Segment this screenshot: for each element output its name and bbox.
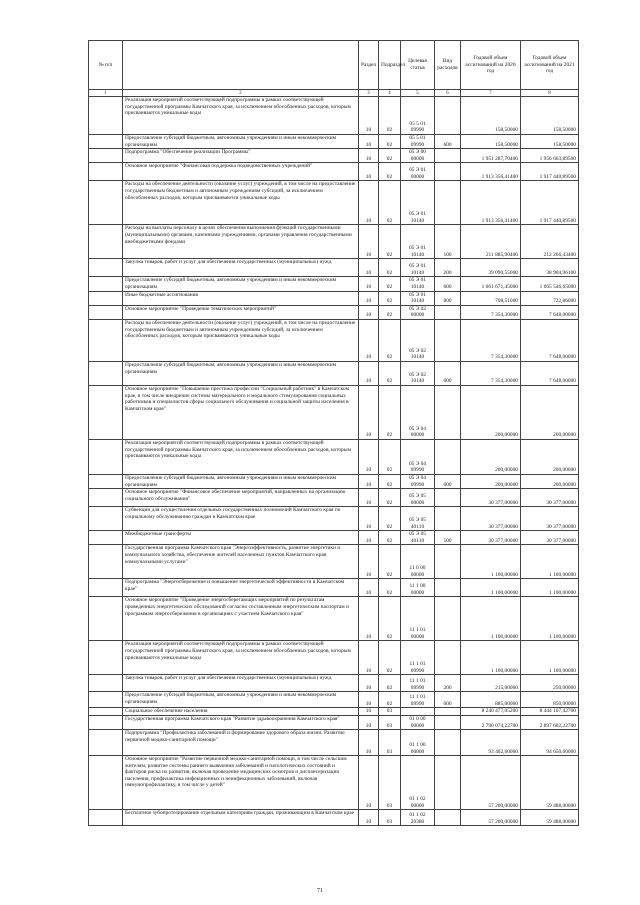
row-2021-cell: 250,00000 xyxy=(521,675,579,692)
row-2021-cell: 200,00000 xyxy=(521,474,579,488)
row-subsection-cell: 03 xyxy=(379,730,401,756)
row-section-cell: 10 xyxy=(359,756,379,810)
row-subsection-cell: 02 xyxy=(379,135,401,149)
row-2020-cell: 30 377,00000 xyxy=(461,489,521,507)
table-row xyxy=(89,531,579,545)
row-section-cell: 10 xyxy=(359,489,379,507)
row-2020-cell: 215,00000 xyxy=(461,675,521,692)
budget-table xyxy=(88,40,579,826)
row-subsection-cell: 02 xyxy=(379,579,401,597)
row-2021-cell: 8 444 107,42700 xyxy=(521,708,579,716)
table-row xyxy=(89,756,579,810)
row-num-cell xyxy=(89,291,123,305)
row-2020-cell: 158,50000 xyxy=(461,97,521,135)
row-2021-cell: 1 100,00000 xyxy=(521,641,579,675)
row-subsection-cell: 02 xyxy=(379,319,401,361)
row-expense-cell: 600 xyxy=(435,474,461,488)
row-target-cell: 05 Э 05 40110 xyxy=(401,531,435,545)
row-subsection-cell: 02 xyxy=(379,97,401,135)
row-section-cell: 10 xyxy=(359,259,379,277)
row-expense-cell xyxy=(435,385,461,439)
row-section-cell: 10 xyxy=(359,579,379,597)
row-target-cell: 05 Э 01 10140 xyxy=(401,259,435,277)
row-num-cell xyxy=(89,181,123,225)
row-2020-cell: 200,00000 xyxy=(461,385,521,439)
table-header-row xyxy=(89,41,579,90)
row-2021-cell: 38 904,96100 xyxy=(521,259,579,277)
row-subsection-cell: 02 xyxy=(379,225,401,259)
row-2020-cell: 1 100,00000 xyxy=(461,597,521,641)
column-number: 1 xyxy=(89,90,123,97)
row-2021-cell: 200,00000 xyxy=(521,385,579,439)
row-name-cell: Расходы на выплаты персоналу в целях обеспечения выполнения функций государственными (муниципальными) органами, казенными учреждениями, органами управления государственными внебюджетными фондами xyxy=(123,225,359,259)
row-2021-cell: 7 648,00000 xyxy=(521,319,579,361)
row-subsection-cell: 02 xyxy=(379,163,401,181)
row-subsection-cell: 02 xyxy=(379,259,401,277)
header-2021: Годовой объем ассигнований на 2021 год xyxy=(521,41,579,90)
row-expense-cell xyxy=(435,97,461,135)
row-subsection-cell: 02 xyxy=(379,277,401,291)
row-2020-cell: 30 377,00000 xyxy=(461,507,521,531)
row-2021-cell: 1 100,00000 xyxy=(521,579,579,597)
row-expense-cell xyxy=(435,439,461,474)
row-expense-cell xyxy=(435,579,461,597)
row-2021-cell: 200,00000 xyxy=(521,439,579,474)
row-target-cell: 05 Э 02 10140 xyxy=(401,319,435,361)
row-target-cell: 05 Э 04 09990 xyxy=(401,474,435,488)
row-num-cell xyxy=(89,531,123,545)
row-expense-cell xyxy=(435,715,461,729)
row-section-cell: 10 xyxy=(359,708,379,716)
row-2020-cell: 211 885,90400 xyxy=(461,225,521,259)
row-2020-cell: 57 200,00000 xyxy=(461,810,521,826)
row-2021-cell: 212 266,43400 xyxy=(521,225,579,259)
row-section-cell: 10 xyxy=(359,361,379,385)
row-name-cell: Реализация мероприятий соответствующей подпрограммы в рамках соответствующей государственной программы Камчатского края, за исключением обособленных расходов, которым присваиваются уникальные коды xyxy=(123,641,359,675)
table-row xyxy=(89,641,579,675)
row-expense-cell: 600 xyxy=(435,135,461,149)
row-num-cell xyxy=(89,439,123,474)
row-name-cell: Бесплатное зубопротезирование отдельным категориям граждан, проживающим в Камчатском крае xyxy=(123,810,359,826)
row-target-cell: 05 Э 05 00000 xyxy=(401,489,435,507)
table-row xyxy=(89,361,579,385)
row-name-cell: Субвенции для осуществления отдельных государственных полномочий Камчатского края по социальному обслуживанию граждан в Камчатском крае xyxy=(123,507,359,531)
column-number: 6 xyxy=(435,90,461,97)
row-name-cell: Основное мероприятие "Финансовая поддержка подведомственных учреждений" xyxy=(123,163,359,181)
table-row xyxy=(89,385,579,439)
row-section-cell: 10 xyxy=(359,277,379,291)
row-name-cell: Государственная программа Камчатского края "Энергоэффективность, развитие энергетики и коммунального хозяйства, обеспечение жителей населенных пунктов Камчатского края коммунальными услугами" xyxy=(123,545,359,579)
row-target-cell: 05 Э 01 10140 xyxy=(401,225,435,259)
row-name-cell: Закупка товаров, работ и услуг для обеспечения государственных (муниципальных) нужд xyxy=(123,675,359,692)
row-num-cell xyxy=(89,597,123,641)
row-section-cell: 10 xyxy=(359,135,379,149)
row-section-cell: 10 xyxy=(359,291,379,305)
row-num-cell xyxy=(89,97,123,135)
row-subsection-cell: 02 xyxy=(379,291,401,305)
row-name-cell: Реализация мероприятий соответствующей подпрограммы в рамках соответствующей государственной программы Камчатского края, за исключением обособленных расходов, которым присваиваются уникальные коды xyxy=(123,439,359,474)
row-num-cell xyxy=(89,277,123,291)
header-target: Целевая статья xyxy=(401,41,435,90)
row-section-cell: 10 xyxy=(359,439,379,474)
header-2020: Годовой объем ассигнований на 2020 год xyxy=(461,41,521,90)
table-row xyxy=(89,181,579,225)
row-2021-cell: 7 648,00000 xyxy=(521,361,579,385)
row-target-cell: 11 1 01 09990 xyxy=(401,692,435,708)
row-num-cell xyxy=(89,545,123,579)
row-num-cell xyxy=(89,489,123,507)
row-section-cell: 10 xyxy=(359,163,379,181)
row-num-cell xyxy=(89,756,123,810)
header-subsection: Подраздел xyxy=(379,41,401,90)
row-subsection-cell: 02 xyxy=(379,692,401,708)
row-2020-cell: 1 661 671,45000 xyxy=(461,277,521,291)
row-section-cell: 10 xyxy=(359,675,379,692)
row-target-cell: 11 1 01 09990 xyxy=(401,641,435,675)
header-name xyxy=(123,41,359,90)
table-row xyxy=(89,163,579,181)
row-2021-cell: 1 100,00000 xyxy=(521,597,579,641)
row-expense-cell: 100 xyxy=(435,225,461,259)
row-num-cell xyxy=(89,579,123,597)
row-2021-cell: 722,86000 xyxy=(521,291,579,305)
row-target-cell: 11 0 00 00000 xyxy=(401,545,435,579)
row-target-cell: 11 1 00 00000 xyxy=(401,579,435,597)
row-subsection-cell: 02 xyxy=(379,489,401,507)
row-section-cell: 10 xyxy=(359,474,379,488)
row-target-cell: 01 0 00 00000 xyxy=(401,715,435,729)
row-expense-cell xyxy=(435,641,461,675)
row-2020-cell: 1 951 287,70400 xyxy=(461,149,521,163)
budget-sheet xyxy=(88,40,578,826)
row-section-cell: 10 xyxy=(359,641,379,675)
row-name-cell: Подпрограмма "Энергосбережение и повышение энергетической эффективности в Камчатском крае" xyxy=(123,579,359,597)
row-num-cell xyxy=(89,305,123,319)
row-2021-cell: 59 488,00000 xyxy=(521,810,579,826)
row-name-cell: Подпрограмма "Профилактика заболеваний и формирование здорового образа жизни. Развитие первичной медико-санитарной помощи" xyxy=(123,730,359,756)
row-section-cell: 10 xyxy=(359,225,379,259)
row-expense-cell: 200 xyxy=(435,675,461,692)
row-section-cell: 10 xyxy=(359,597,379,641)
row-2020-cell: 93 402,60000 xyxy=(461,730,521,756)
row-target-cell: 05 Э 04 09990 xyxy=(401,439,435,474)
row-2021-cell: 30 377,00000 xyxy=(521,507,579,531)
row-subsection-cell: 02 xyxy=(379,439,401,474)
row-subsection-cell: 02 xyxy=(379,181,401,225)
row-name-cell: Предоставление субсидий бюджетным, автономным учреждениям и иным некоммерческим организациям xyxy=(123,474,359,488)
row-2020-cell: 200,00000 xyxy=(461,474,521,488)
row-expense-cell: 800 xyxy=(435,291,461,305)
row-subsection-cell: 03 xyxy=(379,715,401,729)
row-target-cell: 01 1 02 00000 xyxy=(401,756,435,810)
row-subsection-cell: 02 xyxy=(379,385,401,439)
row-expense-cell xyxy=(435,545,461,579)
row-expense-cell xyxy=(435,305,461,319)
header-expense: Вид расходов xyxy=(435,41,461,90)
row-target-cell: 01 1 00 00000 xyxy=(401,730,435,756)
table-row xyxy=(89,708,579,716)
row-subsection-cell: 03 xyxy=(379,708,401,716)
row-num-cell xyxy=(89,641,123,675)
row-2021-cell: 1 917 440,89500 xyxy=(521,181,579,225)
table-row xyxy=(89,149,579,163)
row-2020-cell: 57 200,00000 xyxy=(461,756,521,810)
row-subsection-cell: 02 xyxy=(379,361,401,385)
table-row xyxy=(89,579,579,597)
row-2021-cell: 158,50000 xyxy=(521,97,579,135)
table-row xyxy=(89,97,579,135)
row-name-cell: Расходы на обеспечение деятельности (оказание услуг) учреждений, в том числе на предоставление государственным бюджетным и автономным учреждениям субсидий, за исключением обособленных расходов, которым присваиваются уникальные коды xyxy=(123,319,359,361)
table-row xyxy=(89,715,579,729)
row-2020-cell: 885,00000 xyxy=(461,692,521,708)
table-body xyxy=(89,97,579,826)
row-2020-cell: 39 090,55000 xyxy=(461,259,521,277)
row-name-cell: Иные бюджетные ассигнования xyxy=(123,291,359,305)
row-expense-cell: 200 xyxy=(435,259,461,277)
row-2020-cell: 1 913 356,41400 xyxy=(461,181,521,225)
table-row xyxy=(89,507,579,531)
row-2020-cell: 7 354,30000 xyxy=(461,319,521,361)
row-name-cell: Государственная программа Камчатского края "Развитие здравоохранения Камчатского края" xyxy=(123,715,359,729)
row-name-cell: Предоставление субсидий бюджетным, автономным учреждениям и иным некоммерческим организациям xyxy=(123,277,359,291)
table-row xyxy=(89,305,579,319)
row-subsection-cell: 02 xyxy=(379,305,401,319)
row-target-cell: 05 Э 02 10140 xyxy=(401,361,435,385)
row-name-cell: Основное мероприятие "Развитие первичной медико-санитарной помощи, в том числе сельским жителям, развитие системы раннего выявления заболеваний и патологических состояний и факторов риска их развития, включая проведение медицинских осмотров и диспансеризации населения, профилактика инфекционных и неинфекционных заболеваний, включая иммунопрофилактику, в том числе у детей" xyxy=(123,756,359,810)
row-2021-cell: 1 100,00000 xyxy=(521,545,579,579)
row-subsection-cell: 02 xyxy=(379,149,401,163)
row-name-cell: Основное мероприятие "Финансовое обеспечение мероприятий, направленных на организацию социального обслуживания" xyxy=(123,489,359,507)
row-2021-cell: 850,00000 xyxy=(521,692,579,708)
row-section-cell: 10 xyxy=(359,507,379,531)
row-name-cell: Закупка товаров, работ и услуг для обеспечения государственных (муниципальных) нужд xyxy=(123,259,359,277)
row-name-cell: Межбюджетные трансферты xyxy=(123,531,359,545)
table-row xyxy=(89,225,579,259)
table-row xyxy=(89,730,579,756)
row-target-cell xyxy=(401,708,435,716)
column-number: 8 xyxy=(521,90,579,97)
row-num-cell xyxy=(89,163,123,181)
row-expense-cell xyxy=(435,163,461,181)
row-target-cell: 11 1 01 09990 xyxy=(401,675,435,692)
row-num-cell xyxy=(89,708,123,716)
row-section-cell: 10 xyxy=(359,545,379,579)
row-subsection-cell: 02 xyxy=(379,507,401,531)
row-target-cell: 05 Э 00 00000 xyxy=(401,149,435,163)
row-2021-cell: 94 650,60000 xyxy=(521,730,579,756)
row-section-cell: 10 xyxy=(359,181,379,225)
row-target-cell: 05 Э 01 10140 xyxy=(401,291,435,305)
table-row xyxy=(89,489,579,507)
row-2021-cell: 30 377,00000 xyxy=(521,531,579,545)
column-number-row xyxy=(89,90,579,97)
row-num-cell xyxy=(89,715,123,729)
row-expense-cell: 500 xyxy=(435,531,461,545)
row-expense-cell xyxy=(435,507,461,531)
table-row xyxy=(89,135,579,149)
row-subsection-cell: 02 xyxy=(379,531,401,545)
row-section-cell: 10 xyxy=(359,531,379,545)
row-2020-cell: 708,51000 xyxy=(461,291,521,305)
column-number: 5 xyxy=(401,90,435,97)
row-num-cell xyxy=(89,675,123,692)
row-expense-cell xyxy=(435,756,461,810)
row-2021-cell: 30 377,00000 xyxy=(521,489,579,507)
row-target-cell: 05 Э 01 10140 xyxy=(401,277,435,291)
row-name-cell: Предоставление субсидий бюджетным, автономным учреждениям и иным некоммерческим организациям xyxy=(123,361,359,385)
row-subsection-cell: 03 xyxy=(379,756,401,810)
row-2020-cell: 1 100,00000 xyxy=(461,641,521,675)
row-expense-cell xyxy=(435,597,461,641)
row-num-cell xyxy=(89,730,123,756)
row-num-cell xyxy=(89,474,123,488)
row-2021-cell: 1 665 546,65000 xyxy=(521,277,579,291)
row-expense-cell: 600 xyxy=(435,692,461,708)
row-section-cell: 10 xyxy=(359,692,379,708)
row-section-cell: 10 xyxy=(359,97,379,135)
row-subsection-cell: 02 xyxy=(379,675,401,692)
row-expense-cell xyxy=(435,730,461,756)
table-row xyxy=(89,810,579,826)
row-expense-cell xyxy=(435,181,461,225)
header-section: Раздел xyxy=(359,41,379,90)
row-2021-cell: 1 956 663,89500 xyxy=(521,149,579,163)
row-subsection-cell: 02 xyxy=(379,545,401,579)
row-name-cell: Предоставление субсидий бюджетным, автономным учреждениям и иным некоммерческим организациям xyxy=(123,692,359,708)
row-expense-cell xyxy=(435,149,461,163)
row-num-cell xyxy=(89,692,123,708)
row-target-cell: 05 5 01 09990 xyxy=(401,97,435,135)
row-num-cell xyxy=(89,507,123,531)
row-2020-cell: 200,00000 xyxy=(461,439,521,474)
row-2020-cell: 7 354,30000 xyxy=(461,305,521,319)
table-row xyxy=(89,675,579,692)
row-section-cell: 10 xyxy=(359,715,379,729)
row-target-cell: 05 Э 05 40110 xyxy=(401,507,435,531)
row-name-cell: Реализация мероприятий соответствующей подпрограммы в рамках соответствующей государственной программы Камчатского края, за исключением обособленных расходов, которым присваиваются уникальные коды xyxy=(123,97,359,135)
row-expense-cell: 600 xyxy=(435,361,461,385)
row-num-cell xyxy=(89,149,123,163)
row-subsection-cell: 02 xyxy=(379,597,401,641)
row-2021-cell: 59 488,00000 xyxy=(521,756,579,810)
row-name-cell: Основное мероприятие "Проведение тематических мероприятий" xyxy=(123,305,359,319)
row-num-cell xyxy=(89,225,123,259)
row-2020-cell: 7 354,30000 xyxy=(461,361,521,385)
table-row xyxy=(89,259,579,277)
table-row xyxy=(89,692,579,708)
page-number: 71 xyxy=(317,888,323,894)
row-expense-cell xyxy=(435,319,461,361)
row-2020-cell: 1 100,00000 xyxy=(461,579,521,597)
row-section-cell: 10 xyxy=(359,730,379,756)
row-expense-cell xyxy=(435,810,461,826)
row-2020-cell: 8 240 477,05200 xyxy=(461,708,521,716)
row-num-cell xyxy=(89,385,123,439)
row-name-cell: Социальное обеспечение населения xyxy=(123,708,359,716)
column-number: 7 xyxy=(461,90,521,97)
table-row xyxy=(89,597,579,641)
row-num-cell xyxy=(89,135,123,149)
column-number: 4 xyxy=(379,90,401,97)
header-num: № п/п xyxy=(89,41,123,90)
row-expense-cell xyxy=(435,489,461,507)
row-subsection-cell: 02 xyxy=(379,641,401,675)
table-row xyxy=(89,277,579,291)
row-num-cell xyxy=(89,319,123,361)
row-2021-cell: 7 648,00000 xyxy=(521,305,579,319)
table-row xyxy=(89,439,579,474)
row-target-cell: 05 Э 02 00000 xyxy=(401,305,435,319)
row-section-cell: 10 xyxy=(359,385,379,439)
row-section-cell: 10 xyxy=(359,305,379,319)
row-expense-cell: 600 xyxy=(435,277,461,291)
row-name-cell: Подпрограмма "Обеспечение реализации Программы" xyxy=(123,149,359,163)
column-number: 2 xyxy=(123,90,359,97)
row-subsection-cell: 03 xyxy=(379,810,401,826)
row-2021-cell: 1 917 440,89500 xyxy=(521,163,579,181)
table-row xyxy=(89,319,579,361)
row-name-cell: Предоставление субсидий бюджетным, автономным учреждениям и иным некоммерческим организациям xyxy=(123,135,359,149)
table-row xyxy=(89,474,579,488)
row-2020-cell: 1 100,00000 xyxy=(461,545,521,579)
row-name-cell: Основное мероприятие "Повышение престижа профессии "Социальный работник" в Камчатском крае, в том числе внедрение системы материального и морального стимулирования социальных работников и специалистов сферы социального обслуживания и социальной защиты населения в Камчатском крае" xyxy=(123,385,359,439)
row-num-cell xyxy=(89,259,123,277)
row-2021-cell: 2 897 602,22700 xyxy=(521,715,579,729)
row-2020-cell: 1 913 356,41400 xyxy=(461,163,521,181)
column-number: 3 xyxy=(359,90,379,97)
row-2020-cell: 158,50000 xyxy=(461,135,521,149)
table-row xyxy=(89,545,579,579)
row-2020-cell: 2 790 074,22700 xyxy=(461,715,521,729)
row-target-cell: 11 1 01 00000 xyxy=(401,597,435,641)
row-target-cell: 05 Э 01 00000 xyxy=(401,163,435,181)
row-num-cell xyxy=(89,361,123,385)
row-num-cell xyxy=(89,810,123,826)
row-target-cell: 01 1 02 26380 xyxy=(401,810,435,826)
row-2021-cell: 158,50000 xyxy=(521,135,579,149)
row-name-cell: Расходы на обеспечение деятельности (оказание услуг) учреждений, в том числе на предоставление государственным бюджетным и автономным учреждениям субсидий, за исключением обособленных расходов, которым присваиваются уникальные коды xyxy=(123,181,359,225)
row-section-cell: 10 xyxy=(359,319,379,361)
row-expense-cell xyxy=(435,708,461,716)
row-target-cell: 05 5 01 09990 xyxy=(401,135,435,149)
table-row xyxy=(89,291,579,305)
row-section-cell: 10 xyxy=(359,149,379,163)
row-2020-cell: 30 377,00000 xyxy=(461,531,521,545)
row-target-cell: 05 Э 01 10140 xyxy=(401,181,435,225)
row-section-cell: 10 xyxy=(359,810,379,826)
row-target-cell: 05 Э 04 00000 xyxy=(401,385,435,439)
row-subsection-cell: 02 xyxy=(379,474,401,488)
row-name-cell: Основное мероприятие "Проведение энергосберегающих мероприятий по результатам проведенных энергетических обследований согласно составленным энергетическим паспортам и программам энергосбережения в организациях с участием Камчатского края" xyxy=(123,597,359,641)
